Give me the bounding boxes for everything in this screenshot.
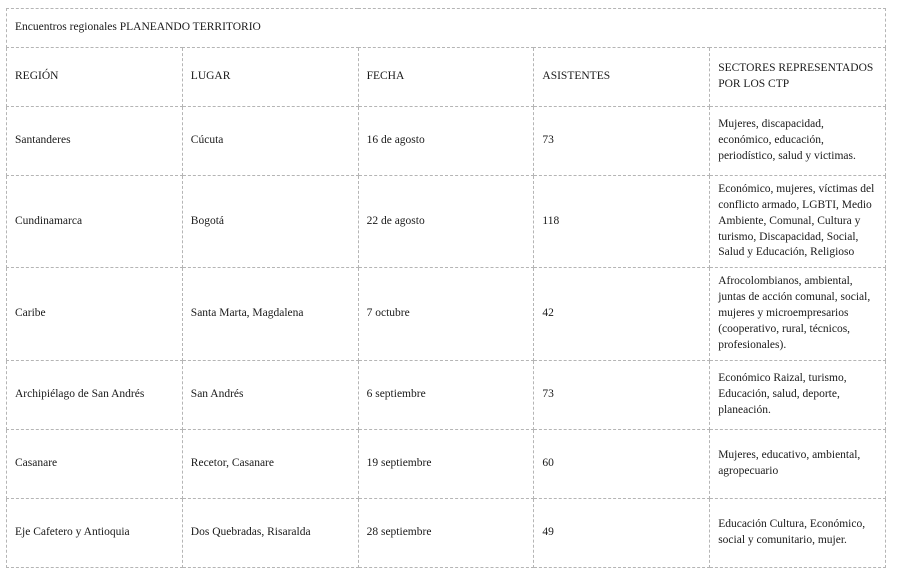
cell-lugar: Cúcuta [182, 107, 358, 176]
cell-fecha: 19 septiembre [358, 429, 534, 498]
cell-region: Santanderes [7, 107, 183, 176]
table-title-row [7, 9, 886, 48]
cell-asistentes: 73 [534, 107, 710, 176]
cell-region: Casanare [7, 429, 183, 498]
table-row [7, 360, 886, 429]
cell-asistentes: 73 [534, 360, 710, 429]
column-header-asistentes: ASISTENTES [534, 48, 710, 107]
cell-lugar: Santa Marta, Magdalena [182, 268, 358, 360]
cell-sectores: Mujeres, educativo, ambiental, agropecuario [710, 429, 886, 498]
cell-sectores: Económico, mujeres, víctimas del conflicto armado, LGBTI, Medio Ambiente, Comunal, Cultura y turismo, Discapacidad, Social, Salud y Educación, Religioso [710, 176, 886, 268]
cell-region: Archipiélago de San Andrés [7, 360, 183, 429]
cell-asistentes: 60 [534, 429, 710, 498]
cell-fecha: 22 de agosto [358, 176, 534, 268]
cell-asistentes: 49 [534, 498, 710, 567]
table-header-row [7, 48, 886, 107]
column-header-fecha: FECHA [358, 48, 534, 107]
table-row [7, 498, 886, 567]
cell-region: Cundinamarca [7, 176, 183, 268]
cell-sectores: Educación Cultura, Económico, social y comunitario, mujer. [710, 498, 886, 567]
cell-lugar: Recetor, Casanare [182, 429, 358, 498]
table-row [7, 107, 886, 176]
cell-asistentes: 42 [534, 268, 710, 360]
table-row [7, 429, 886, 498]
cell-lugar: Bogotá [182, 176, 358, 268]
cell-lugar: Dos Quebradas, Risaralda [182, 498, 358, 567]
column-header-sectores: SECTORES REPRESENTADOS POR LOS CTP [710, 48, 886, 107]
cell-region: Caribe [7, 268, 183, 360]
cell-lugar: San Andrés [182, 360, 358, 429]
encuentros-regionales-table [6, 8, 886, 568]
document-page [0, 8, 901, 546]
cell-region: Eje Cafetero y Antioquia [7, 498, 183, 567]
cell-fecha: 16 de agosto [358, 107, 534, 176]
column-header-lugar: LUGAR [182, 48, 358, 107]
column-header-region: REGIÓN [7, 48, 183, 107]
cell-fecha: 28 septiembre [358, 498, 534, 567]
cell-sectores: Mujeres, discapacidad, económico, educación, periodístico, salud y victimas. [710, 107, 886, 176]
cell-asistentes: 118 [534, 176, 710, 268]
table-row [7, 176, 886, 268]
table-row [7, 268, 886, 360]
page-title: Encuentros regionales PLANEANDO TERRITORIO [7, 9, 886, 48]
cell-fecha: 6 septiembre [358, 360, 534, 429]
cell-fecha: 7 octubre [358, 268, 534, 360]
cell-sectores: Afrocolombianos, ambiental, juntas de acción comunal, social, mujeres y microempresarios (cooperativo, rural, técnicos, profesionales). [710, 268, 886, 360]
cell-sectores: Económico Raizal, turismo, Educación, salud, deporte, planeación. [710, 360, 886, 429]
